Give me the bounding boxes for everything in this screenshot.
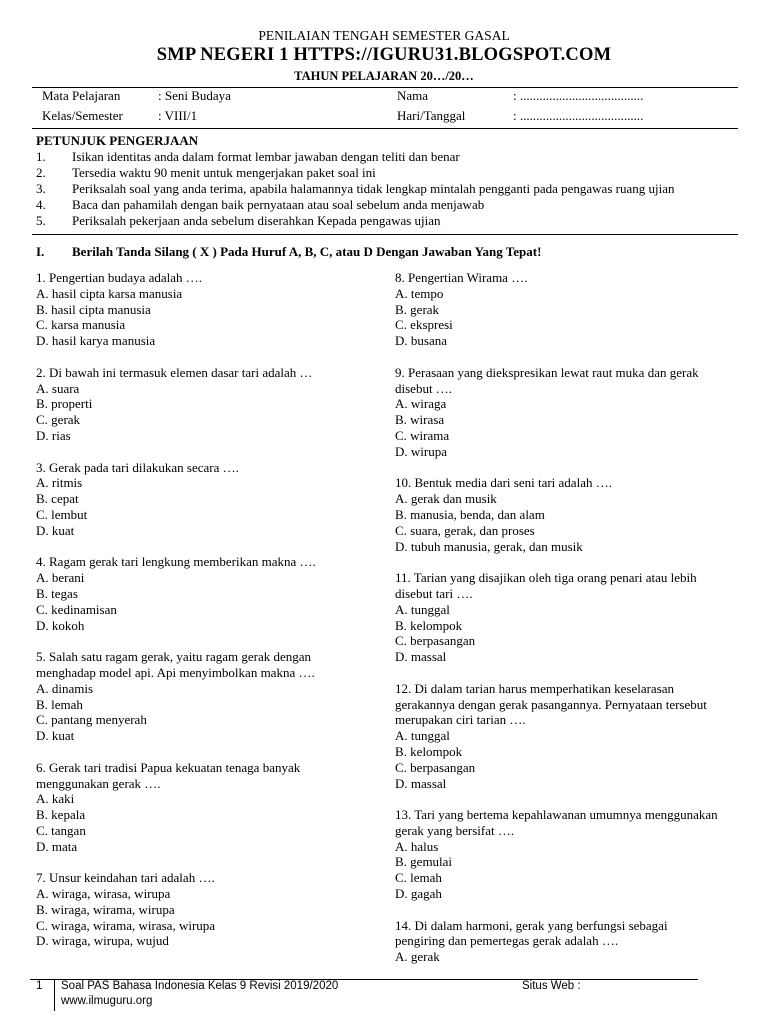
subject-value: : Seni Budaya: [158, 88, 231, 103]
answer-option: A. ritmis: [36, 475, 83, 491]
section-title: Berilah Tanda Silang ( X ) Pada Huruf A, B, C, atau D Dengan Jawaban Yang Tepat!: [72, 244, 542, 259]
question-stem: 5. Salah satu ragam gerak, yaitu ragam gerak dengan: [36, 649, 312, 665]
question-stem: 3. Gerak pada tari dilakukan secara ….: [36, 459, 239, 475]
answer-option: A. gerak dan musik: [395, 491, 497, 507]
question-stem: gerakannya dengan gerak pasangannya. Pernyataan tersebut: [395, 696, 707, 712]
exam-title: PENILAIAN TENGAH SEMESTER GASAL: [258, 28, 510, 43]
question-item: [36, 460, 356, 539]
question-stem: disebut ….: [395, 380, 453, 396]
academic-year: TAHUN PELAJARAN 20…/20…: [294, 69, 474, 83]
question-item: [395, 681, 740, 792]
answer-option: B. lemah: [36, 696, 83, 712]
answer-option: C. pantang menyerah: [36, 712, 147, 728]
answer-option: D. massal: [395, 775, 447, 791]
footer-page-number: 1: [36, 980, 43, 992]
question-item: [395, 270, 740, 349]
answer-option: D. tubuh manusia, gerak, dan musik: [395, 538, 583, 554]
answer-option: B. hasil cipta manusia: [36, 301, 151, 317]
answer-option: C. lemah: [395, 870, 442, 886]
answer-option: D. wirupa: [395, 443, 447, 459]
answer-option: A. berani: [36, 570, 85, 586]
answer-option: B. tegas: [36, 585, 78, 601]
question-stem: 11. Tarian yang disajikan oleh tiga orang penari atau lebih: [395, 570, 697, 586]
question-item: [36, 870, 356, 949]
answer-option: C. kedinamisan: [36, 601, 117, 617]
answer-option: B. manusia, benda, dan alam: [395, 506, 545, 522]
question-item: [36, 760, 356, 855]
date-label: Hari/Tanggal: [397, 108, 466, 123]
question-item: [36, 365, 356, 444]
school-name: SMP NEGERI 1 HTTPS://IGURU31.BLOGSPOT.COM: [156, 45, 612, 65]
instructions-divider: [32, 234, 738, 235]
footer-document-title: Soal PAS Bahasa Indonesia Kelas 9 Revisi 2019/2020: [61, 980, 339, 992]
instruction-number: 1.: [36, 149, 46, 164]
answer-option: B. wiraga, wirama, wirupa: [36, 901, 175, 917]
answer-option: D. gagah: [395, 886, 442, 902]
question-stem: 9. Perasaan yang diekspresikan lewat raut muka dan gerak: [395, 364, 699, 380]
answer-option: C. berpasangan: [395, 633, 476, 649]
answer-option: A. hasil cipta karsa manusia: [36, 285, 183, 301]
question-stem: 6. Gerak tari tradisi Papua kekuatan tenaga banyak: [36, 759, 301, 775]
question-stem: merupakan ciri tarian ….: [395, 712, 526, 728]
instruction-text: Periksalah pekerjaan anda sebelum diserahkan Kepada pengawas ujian: [72, 213, 441, 228]
footer-website: www.ilmuguru.org: [61, 995, 153, 1007]
instruction-text: Isikan identitas anda dalam format lembar jawaban dengan teliti dan benar: [72, 149, 460, 164]
question-item: [395, 570, 740, 665]
answer-option: A. tunggal: [395, 601, 450, 617]
subject-label: Mata Pelajaran: [42, 88, 121, 103]
question-stem: disebut tari ….: [395, 585, 473, 601]
header-divider-bottom: [32, 128, 738, 129]
question-stem: 10. Bentuk media dari seni tari adalah ….: [395, 475, 612, 491]
answer-option: A. wiraga, wirasa, wirupa: [36, 886, 171, 902]
answer-option: A. halus: [395, 838, 439, 854]
question-stem: 14. Di dalam harmoni, gerak yang berfungsi sebagai: [395, 917, 668, 933]
question-stem: menghadap model api. Api menyimbolkan makna ….: [36, 664, 315, 680]
answer-option: C. wiraga, wirama, wirasa, wirupa: [36, 917, 216, 933]
section-number: I.: [36, 244, 45, 259]
instruction-number: 3.: [36, 181, 46, 196]
instruction-number: 5.: [36, 213, 46, 228]
answer-option: A. kaki: [36, 791, 75, 807]
instruction-text: Baca dan pahamilah dengan baik pernyataan atau soal sebelum anda menjawab: [72, 197, 485, 212]
question-stem: gerak yang bersifat ….: [395, 822, 515, 838]
answer-option: C. berpasangan: [395, 759, 476, 775]
instruction-text: Periksalah soal yang anda terima, apabila halamannya tidak lengkap mintalah pengganti pada pengawas ruang ujian: [72, 181, 675, 196]
answer-option: A. tunggal: [395, 728, 450, 744]
answer-option: A. gerak: [395, 949, 440, 965]
question-stem: 13. Tari yang bertema kepahlawanan umumnya menggunakan: [395, 807, 718, 823]
answer-option: C. wirama: [395, 427, 450, 443]
answer-option: C. tangan: [36, 822, 86, 838]
answer-option: D. rias: [36, 427, 71, 443]
question-stem: menggunakan gerak ….: [36, 775, 161, 791]
answer-option: A. suara: [36, 380, 80, 396]
questions-left-column: [36, 270, 356, 965]
footer-website-label: Situs Web :: [522, 980, 581, 992]
answer-option: D. kuat: [36, 728, 75, 744]
instructions-title: PETUNJUK PENGERJAAN: [36, 133, 199, 148]
answer-option: D. busana: [395, 333, 447, 349]
question-stem: 1. Pengertian budaya adalah ….: [36, 270, 203, 285]
answer-option: D. massal: [395, 649, 447, 665]
answer-option: B. gerak: [395, 301, 440, 317]
answer-option: C. karsa manusia: [36, 317, 126, 333]
instruction-text: Tersedia waktu 90 menit untuk mengerjakan paket soal ini: [72, 165, 376, 180]
answer-option: B. kelompok: [395, 743, 463, 759]
answer-option: D. mata: [36, 838, 78, 854]
name-label: Nama: [397, 88, 429, 103]
date-value: : ......................................: [513, 108, 644, 123]
class-label: Kelas/Semester: [42, 108, 123, 123]
question-item: [395, 918, 740, 965]
answer-option: A. tempo: [395, 285, 444, 301]
answer-option: D. hasil karya manusia: [36, 333, 156, 349]
answer-option: B. gemulai: [395, 854, 453, 870]
name-value: : ......................................: [513, 88, 644, 103]
answer-option: A. dinamis: [36, 680, 94, 696]
question-item: [36, 554, 356, 633]
questions-right-column: [395, 270, 740, 981]
question-stem: 4. Ragam gerak tari lengkung memberikan makna ….: [36, 554, 316, 570]
answer-option: B. properti: [36, 396, 93, 412]
question-item: [395, 365, 740, 460]
answer-option: B. kelompok: [395, 617, 463, 633]
answer-option: D. kuat: [36, 522, 75, 538]
answer-option: C. ekspresi: [395, 317, 453, 333]
question-stem: pengiring dan pemertegas gerak adalah ….: [395, 933, 619, 949]
answer-option: D. wiraga, wirupa, wujud: [36, 933, 169, 949]
question-stem: 7. Unsur keindahan tari adalah ….: [36, 870, 215, 886]
class-value: : VIII/1: [158, 108, 198, 123]
answer-option: B. cepat: [36, 491, 79, 507]
footer-separator: [54, 979, 55, 1011]
answer-option: D. kokoh: [36, 617, 85, 633]
instruction-number: 2.: [36, 165, 46, 180]
instruction-number: 4.: [36, 197, 46, 212]
answer-option: C. suara, gerak, dan proses: [395, 522, 535, 538]
answer-option: B. wirasa: [395, 412, 445, 428]
answer-option: A. wiraga: [395, 396, 447, 412]
question-stem: 8. Pengertian Wirama ….: [395, 270, 528, 285]
question-item: [36, 649, 356, 744]
answer-option: C. gerak: [36, 412, 81, 428]
question-stem: 2. Di bawah ini termasuk elemen dasar tari adalah …: [36, 364, 313, 380]
question-item: [36, 270, 356, 349]
answer-option: B. kepala: [36, 807, 86, 823]
question-stem: 12. Di dalam tarian harus memperhatikan keselarasan: [395, 680, 675, 696]
answer-option: C. lembut: [36, 506, 88, 522]
question-item: [395, 475, 740, 554]
question-item: [395, 807, 740, 902]
